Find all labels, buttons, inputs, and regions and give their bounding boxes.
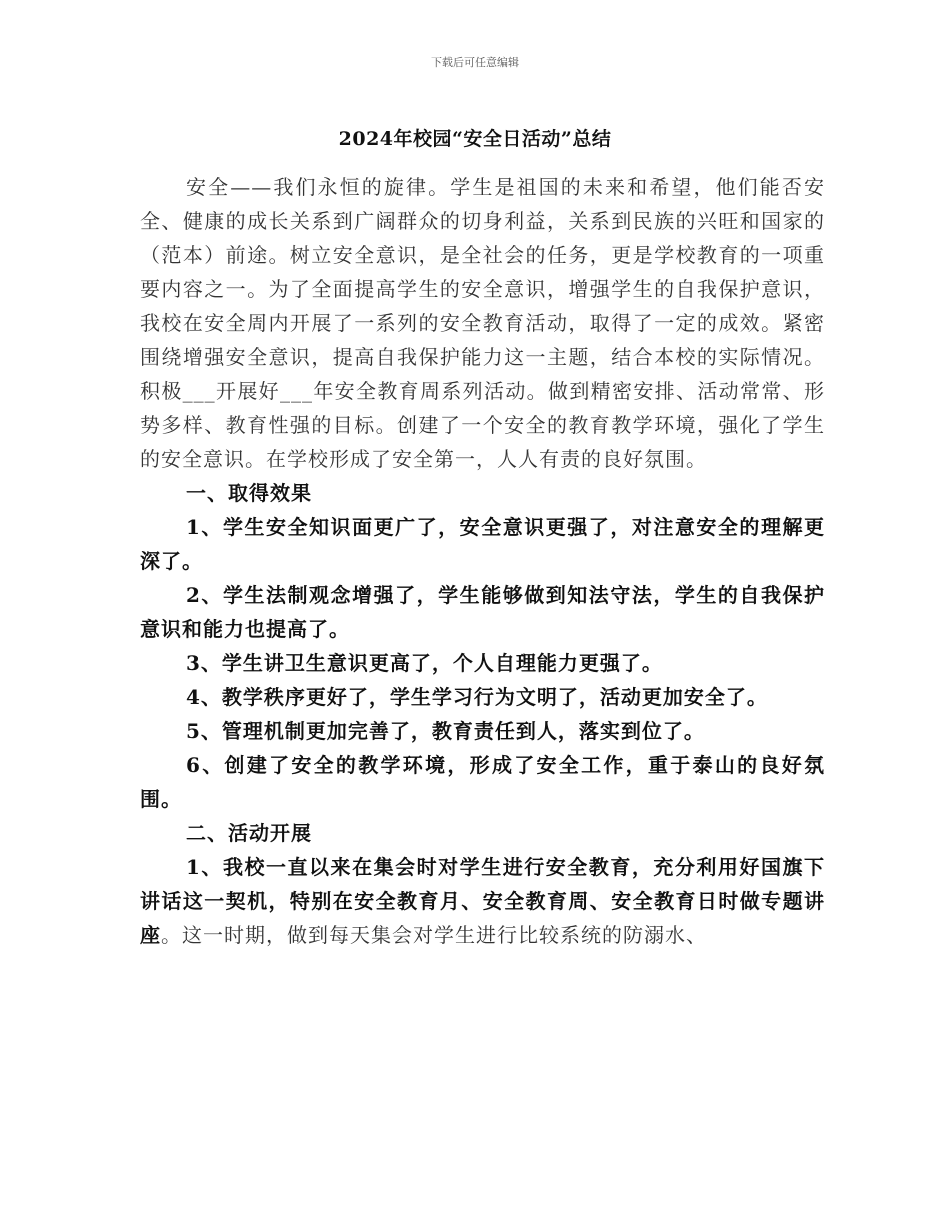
header-note: 下载后可任意编辑 [431,56,519,69]
section-heading-results: 一、取得效果 [186,481,312,505]
result-item: 4、教学秩序更好了，学生学习行为文明了，活动更加安全了。 [186,685,768,709]
activity-item-bold-text: 1、我校一直以来在集会时对学生进行安全教育，充分利用好国旗下讲话这一契机，特别在安全教育月、安全教育周、安全教育日时做专题讲座 [140,855,825,947]
document-body [140,170,825,952]
result-item: 3、学生讲卫生意识更高了，个人自理能力更强了。 [186,651,663,675]
result-item: 6、创建了安全的教学环境，形成了安全工作，重于泰山的良好氛围。 [140,753,825,811]
result-item: 2、学生法制观念增强了，学生能够做到知法守法，学生的自我保护意识和能力也提高了。 [140,583,825,641]
result-item: 1、学生安全知识面更广了，安全意识更强了，对注意安全的理解更深了。 [140,515,825,573]
activity-item [140,850,825,952]
result-item: 5、管理机制更加完善了，教育责任到人，落实到位了。 [186,719,705,743]
document-title: 2024年校园“安全日活动”总结 [338,128,612,150]
section-heading-activities: 二、活动开展 [186,821,312,845]
activity-item-rest-text: 。这一时期，做到每天集会对学生进行比较系统的防溺水、 [161,923,707,947]
intro-paragraph: 安全——我们永恒的旋律。学生是祖国的未来和希望，他们能否安全、健康的成长关系到广阔群众的切身利益，关系到民族的兴旺和国家的（范本）前途。树立安全意识，是全社会的任务，更是学校教育的一项重要内容之一。为了全面提高学生的安全意识，增强学生的自我保护意识，我校在安全周内开展了一系列的安全教育活动，取得了一定的成效。紧密围绕增强安全意识，提高自我保护能力这一主题，结合本校的实际情况。积极___开展好___年安全教育周系列活动。做到精密安排、活动常常、形势多样、教育性强的目标。创建了一个安全的教育教学环境，强化了学生的安全意识。在学校形成了安全第一，人人有责的良好氛围。 [140,175,825,471]
